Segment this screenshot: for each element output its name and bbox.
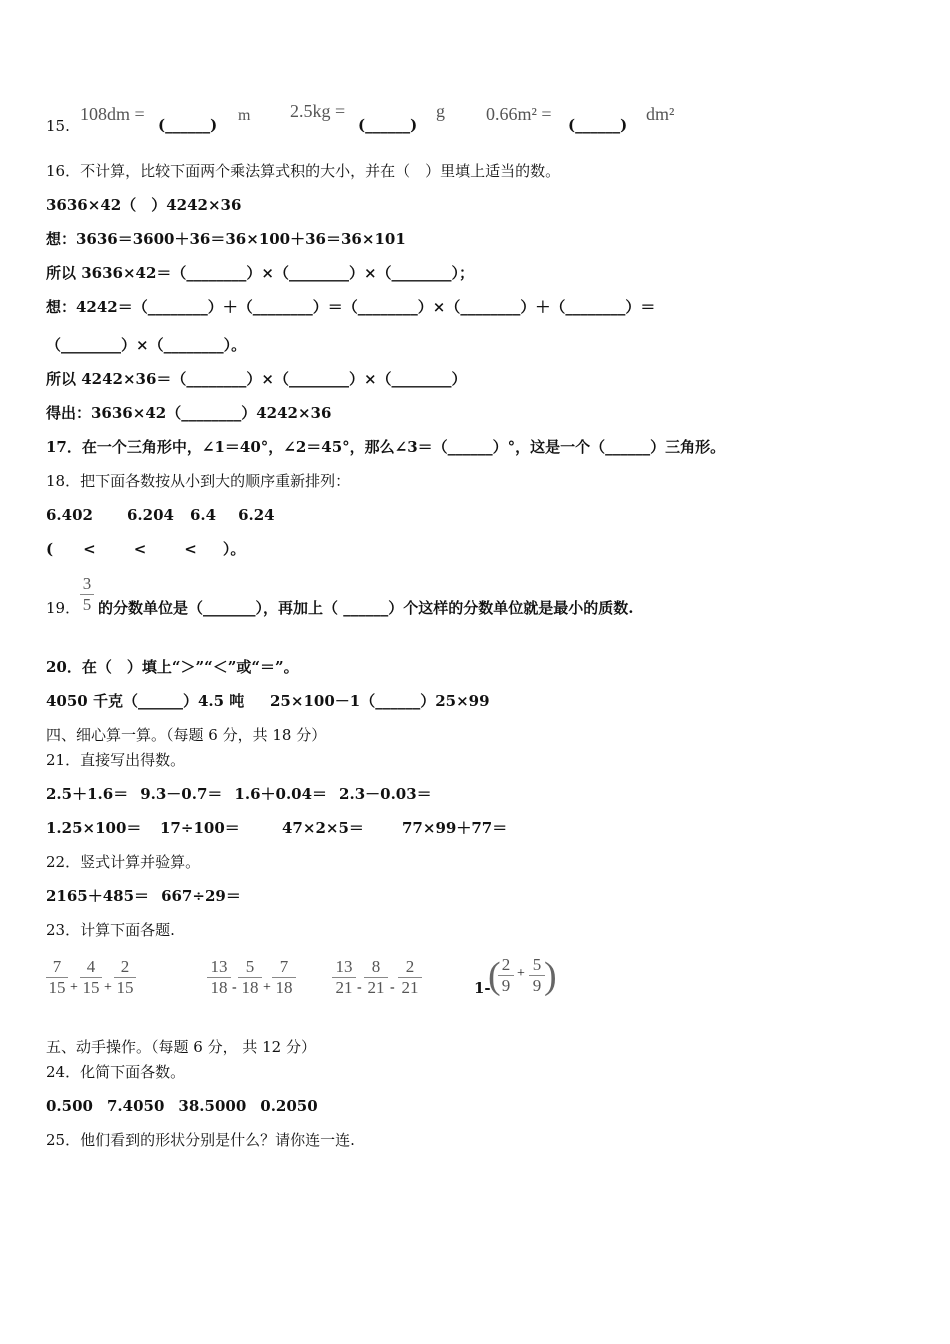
q21-expression: 1.6＋0.04＝ (234, 785, 328, 803)
fraction (398, 957, 422, 998)
q17-text: 17．在一个三角形中，∠1＝40°，∠2＝45°，那么∠3＝（______）°，这是一个（______）三角形。 (46, 438, 726, 456)
fraction (272, 957, 296, 998)
q18-number: 6.402 (46, 506, 93, 524)
q19-fraction (80, 574, 94, 615)
q18-less-than: < (83, 540, 96, 558)
q24-number: 38.5000 (178, 1097, 247, 1115)
q19-text: 的分数单位是（_______），再加上（ ______）个这样的分数单位就是最小的质数. (98, 599, 634, 617)
q15-a-expression: 108dm = (80, 104, 145, 124)
fraction (46, 957, 68, 998)
q22-items (46, 886, 241, 906)
q16-line-7: 得出：3636×42（________）4242×36 (46, 404, 332, 422)
q21-expression: 2.3－0.03＝ (339, 785, 432, 803)
numerator: 4 (80, 957, 102, 978)
denominator: 9 (532, 976, 542, 995)
fraction (207, 957, 231, 998)
q18-close-paren: ）。 (222, 540, 246, 558)
numerator: 7 (272, 957, 296, 978)
denominator: 21 (335, 978, 353, 997)
q24-number: 0.2050 (260, 1097, 318, 1115)
q22-expression: 667÷29＝ (161, 887, 241, 905)
numerator: 5 (529, 955, 545, 976)
q21-row-1 (46, 784, 432, 804)
q18-number: 6.4 (189, 506, 217, 524)
q16-line-4: 想：4242＝（________）＋（________）＝（________）×（________）＋（________）＝ (46, 298, 656, 316)
q21-expression: 2.5＋1.6＝ (46, 785, 129, 803)
q24-items (46, 1096, 318, 1116)
q16-line-5: （________）×（________）。 (46, 336, 247, 354)
q18-less-than: < (184, 540, 197, 558)
denominator: 15 (82, 978, 100, 997)
q24-number: 7.4050 (106, 1097, 165, 1115)
numerator: 2 (398, 957, 422, 978)
operator: + (70, 980, 78, 995)
q15-a-blank[interactable]: (______) (158, 116, 218, 134)
numerator: 13 (207, 957, 231, 978)
fraction (529, 955, 545, 996)
q24-title: 24．化简下面各数。 (46, 1063, 186, 1081)
right-paren: ) (544, 955, 557, 997)
fraction (364, 957, 388, 998)
denominator: 18 (275, 978, 293, 997)
q21-row-2-a: 1.25×100＝ (46, 819, 142, 837)
denominator: 15 (116, 978, 134, 997)
q18-number: 6.24 (238, 506, 275, 524)
left-paren: ( (488, 955, 501, 997)
fraction (332, 957, 356, 998)
q20-item-a: 4050 千克（______）4.5 吨 (46, 692, 245, 710)
denominator: 21 (401, 978, 419, 997)
q16-title: 16．不计算，比较下面两个乘法算式积的大小，并在（ ）里填上适当的数。 (46, 162, 561, 180)
q15-c-unit: dm² (646, 104, 675, 124)
q20-title: 20．在（ ）填上“＞”“＜”或“＝”。 (46, 658, 299, 676)
operator: - (232, 980, 237, 995)
denominator: 9 (501, 976, 511, 995)
q16-line-6: 所以 4242×36＝（________）×（________）×（________） (46, 370, 467, 388)
q16-line-1: 3636×42（ ）4242×36 (46, 196, 242, 214)
denominator: 15 (48, 978, 66, 997)
q15-a-unit: m (238, 107, 251, 124)
numerator: 7 (46, 957, 68, 978)
one-minus: 1- (474, 979, 491, 997)
numerator: 5 (238, 957, 262, 978)
numerator: 13 (332, 957, 356, 978)
q20-item-b: 25×100－1（______）25×99 (270, 692, 490, 710)
numerator: 8 (364, 957, 388, 978)
fraction (498, 955, 514, 996)
q16-line-3: 所以 3636×42＝（________）×（________）×（________）； (46, 264, 475, 282)
q21-row-2-b: 17÷100＝ (160, 819, 240, 837)
denominator: 18 (241, 978, 259, 997)
operator: + (104, 980, 112, 995)
q18-less-than: < (133, 540, 147, 558)
q22-title: 22．竖式计算并验算。 (46, 853, 201, 871)
denominator: 18 (210, 978, 228, 997)
q21-row-2-d: 77×99＋77＝ (402, 819, 508, 837)
q19-fraction-numerator: 3 (80, 574, 94, 595)
q18-order-blanks (46, 539, 245, 559)
q19-number: 19． (46, 599, 81, 617)
q15-b-expression: 2.5kg = (290, 101, 346, 121)
q16-line-2: 想：3636＝3600＋36＝36×100＋36＝36×101 (46, 230, 406, 248)
q18-open-paren: ( (46, 540, 54, 558)
section-4-heading: 四、细心算一算。（每题 6 分，共 18 分） (46, 726, 327, 744)
q22-expression: 2165＋485＝ (46, 887, 150, 905)
q15-c-expression: 0.66m² = (486, 104, 552, 124)
operator: + (517, 966, 525, 981)
fraction (114, 957, 136, 998)
q19-fraction-denominator: 5 (82, 595, 92, 614)
numerator: 2 (498, 955, 514, 976)
q25-title: 25．他们看到的形状分别是什么？请你连一连. (46, 1131, 355, 1149)
q24-number: 0.500 (46, 1097, 93, 1115)
q15-b-blank[interactable]: (______) (358, 116, 418, 134)
q18-number: 6.204 (126, 506, 174, 524)
q21-row-2-c: 47×2×5＝ (282, 819, 364, 837)
q23-title: 23．计算下面各题. (46, 921, 175, 939)
fraction (238, 957, 262, 998)
operator: - (390, 980, 395, 995)
q21-title: 21．直接写出得数。 (46, 751, 186, 769)
operator: + (263, 980, 271, 995)
q18-title: 18．把下面各数按从小到大的顺序重新排列： (46, 472, 351, 490)
q18-numbers (46, 505, 275, 525)
q21-expression: 9.3－0.7＝ (140, 785, 223, 803)
denominator: 21 (367, 978, 385, 997)
q15-c-blank[interactable]: (______) (568, 116, 628, 134)
operator: - (357, 980, 362, 995)
q15-number: 15. (46, 117, 70, 135)
q15-b-unit: g (436, 101, 445, 121)
section-5-heading: 五、动手操作。（每题 6 分， 共 12 分） (46, 1038, 316, 1056)
fraction (80, 957, 102, 998)
numerator: 2 (114, 957, 136, 978)
